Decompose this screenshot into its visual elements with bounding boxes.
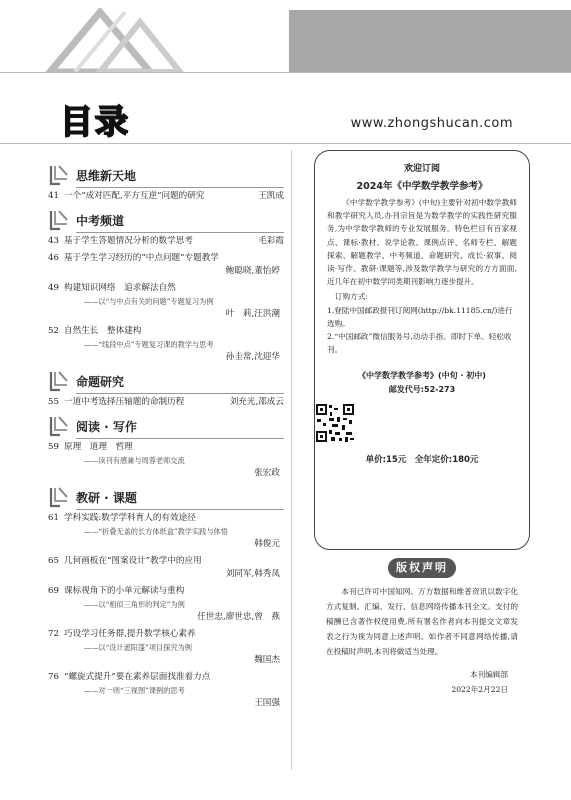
entry-title: 基于学生学习经历的“中点问题”专题教学 — [64, 253, 219, 263]
subscribe-description: 《中学数学教学参考》(中旬)主要针对初中数学教师和教学研究人员,办刊宗旨是为数学教学的实践性研究服务,为中学数学教师的专业发展服务。特色栏目有百家视点、课标·教材、说学论教、课例点评、名师专栏、解题探索、解题教学、中考频道、命题研究、成长·叙事、阅读·写作、教研·课题等,涉及数学教学与研究的方方面面,近几年在初中数学同类期刊影响力逐步提升。 — [327, 198, 517, 287]
entry-title: 自然生长 整体建构 — [64, 326, 142, 336]
toc-entry — [48, 555, 284, 581]
toc-entry — [48, 235, 284, 248]
entry-page: 52 — [48, 326, 59, 336]
entry-title: 巧设学习任务群,提升数学核心素养 — [64, 629, 196, 639]
entry-page: 61 — [48, 513, 59, 523]
entry-subtitle: ——读刊有感兼与周蓉老师交流 — [84, 456, 185, 465]
entry-author-line: 任世忠,廖世忠,曾 燕 — [197, 612, 280, 622]
entry-page: 49 — [48, 283, 59, 293]
entry-page: 59 — [48, 442, 59, 452]
entry-page: 43 — [48, 236, 59, 246]
entry-page: 72 — [48, 629, 59, 639]
entry-author: 王凯成 — [258, 191, 284, 201]
section-title: 思维新天地 — [76, 168, 137, 183]
subscription-box — [314, 150, 530, 550]
table-of-contents — [48, 158, 284, 714]
entry-title: 一道中考选择压轴题的命制历程 — [64, 397, 185, 407]
copyright-badge: 版权声明 — [388, 558, 456, 578]
entry-title: “螺旋式提升”要在素养层面找准着力点 — [64, 672, 211, 682]
decorative-frame-graphic — [40, 8, 190, 74]
copyright-section — [314, 558, 530, 695]
section-logo-icon — [48, 415, 70, 437]
copyright-signature: 本刊编辑部 — [470, 670, 508, 679]
entry-page: 55 — [48, 397, 59, 407]
order-methods-label: 订购方式: — [335, 292, 368, 302]
entry-author: 毛彩霞 — [258, 236, 284, 246]
entry-author-line: 鲍聪晓,董怡婷 — [225, 266, 280, 276]
header-gray-block — [289, 10, 571, 72]
entry-page: 46 — [48, 253, 59, 263]
entry-subtitle: ——以“相似三角形的判定”为例 — [84, 600, 185, 609]
price-info: 单价:15元 全年定价:180元 — [365, 455, 479, 466]
entry-subtitle: ——对一则“三视图”课例的思考 — [84, 686, 185, 695]
qr-code-icon — [315, 403, 355, 443]
entry-subtitle: ——以“设计遮阳篷”项目探究为例 — [84, 643, 192, 652]
entry-author-line: 张宏政 — [254, 468, 280, 478]
website-url: www.zhongshucan.com — [350, 116, 513, 131]
toc-entry — [48, 671, 284, 710]
section-logo-icon — [48, 164, 70, 186]
copyright-date: 2022年2月22日 — [451, 685, 508, 694]
toc-entry — [48, 282, 284, 321]
section-rule — [76, 438, 284, 439]
entry-author-line: 王国强 — [254, 698, 280, 708]
toc-section — [48, 370, 284, 392]
section-title: 命题研究 — [76, 374, 125, 389]
toc-entry — [48, 628, 284, 667]
entry-author-line: 韩俊元 — [254, 539, 280, 549]
toc-entry — [48, 512, 284, 551]
entry-title: 基于学生答题情况分析的数学思考 — [64, 236, 193, 246]
toc-section — [48, 415, 284, 437]
toc-section — [48, 486, 284, 508]
section-title: 阅读 · 写作 — [76, 419, 137, 434]
toc-entry — [48, 325, 284, 364]
entry-title: 一个“成对匹配,平方互逆”问题的研究 — [64, 191, 205, 201]
toc-entry — [48, 396, 284, 409]
entry-author-line: 孙圭常,沈迎华 — [225, 352, 280, 362]
section-logo-icon — [48, 209, 70, 231]
section-rule — [76, 393, 284, 394]
entry-subtitle: ——“折叠无盖的长方体纸盒”教学实践与体悟 — [84, 527, 228, 536]
order-method-2: 2.“中国邮政”微信服务号,动动手指、即时下单、轻松收刊。 — [327, 332, 512, 355]
toc-entry — [48, 585, 284, 624]
order-method-1: 1.登陆中国邮政报刊订阅网(http://bk.11185.cn/)进行选购。 — [327, 305, 513, 328]
entry-subtitle: ——“线段中点”专题复习课的教学与思考 — [84, 340, 214, 349]
entry-author-line: 叶 莉,汪洪潮 — [225, 309, 280, 319]
entry-author-line: 刘同军,韩秀凤 — [225, 569, 280, 579]
magazine-name: 《中学数学教学参考》(中旬 · 初中) — [358, 371, 486, 381]
entry-title: 学科实践:数学学科育人的有效途径 — [64, 513, 196, 523]
section-title: 中考频道 — [76, 213, 125, 228]
entry-author-line: 魏国杰 — [254, 655, 280, 665]
entry-page: 41 — [48, 191, 59, 201]
subscribe-heading: 欢迎订阅 — [403, 164, 440, 174]
entry-subtitle: ——以“与中点有关的问题”专题复习为例 — [84, 297, 214, 306]
entry-title: 构建知识网络 追求解法自然 — [64, 283, 176, 293]
section-title: 教研 · 课题 — [76, 490, 137, 505]
subscribe-title: 2024年《中学数学教学参考》 — [356, 181, 488, 192]
column-divider — [291, 150, 292, 770]
entry-title: 课标视角下的小单元解读与重构 — [64, 586, 185, 596]
toc-section — [48, 209, 284, 231]
section-rule — [76, 509, 284, 510]
postal-code: 邮发代号:52-273 — [388, 385, 456, 395]
entry-page: 69 — [48, 586, 59, 596]
section-logo-icon — [48, 370, 70, 392]
entry-title: 原理 道理 哲理 — [64, 442, 133, 452]
entry-author: 刘充光,邵成云 — [229, 397, 284, 407]
entry-page: 65 — [48, 556, 59, 566]
page-title: 目录 — [60, 102, 130, 141]
entry-title: 几何画板在“图案设计”教学中的应用 — [64, 556, 202, 566]
toc-entry — [48, 190, 284, 203]
section-rule — [76, 232, 284, 233]
toc-entry — [48, 441, 284, 480]
toc-entry — [48, 252, 284, 278]
section-logo-icon — [48, 486, 70, 508]
copyright-text: 本刊已许可中国知网、万方数据和维普资讯以数字化方式复制、汇编、发行、信息网络传播本刊全文。支付的稿酬已含著作权使用费,所有署名作者向本刊提交文章发表之行为视为同意上述声明。如作者不同意网络传播,请在投稿时声明,本刊将做适当处理。 — [326, 587, 518, 656]
toc-section — [48, 164, 284, 186]
entry-page: 76 — [48, 672, 59, 682]
section-rule — [76, 187, 284, 188]
